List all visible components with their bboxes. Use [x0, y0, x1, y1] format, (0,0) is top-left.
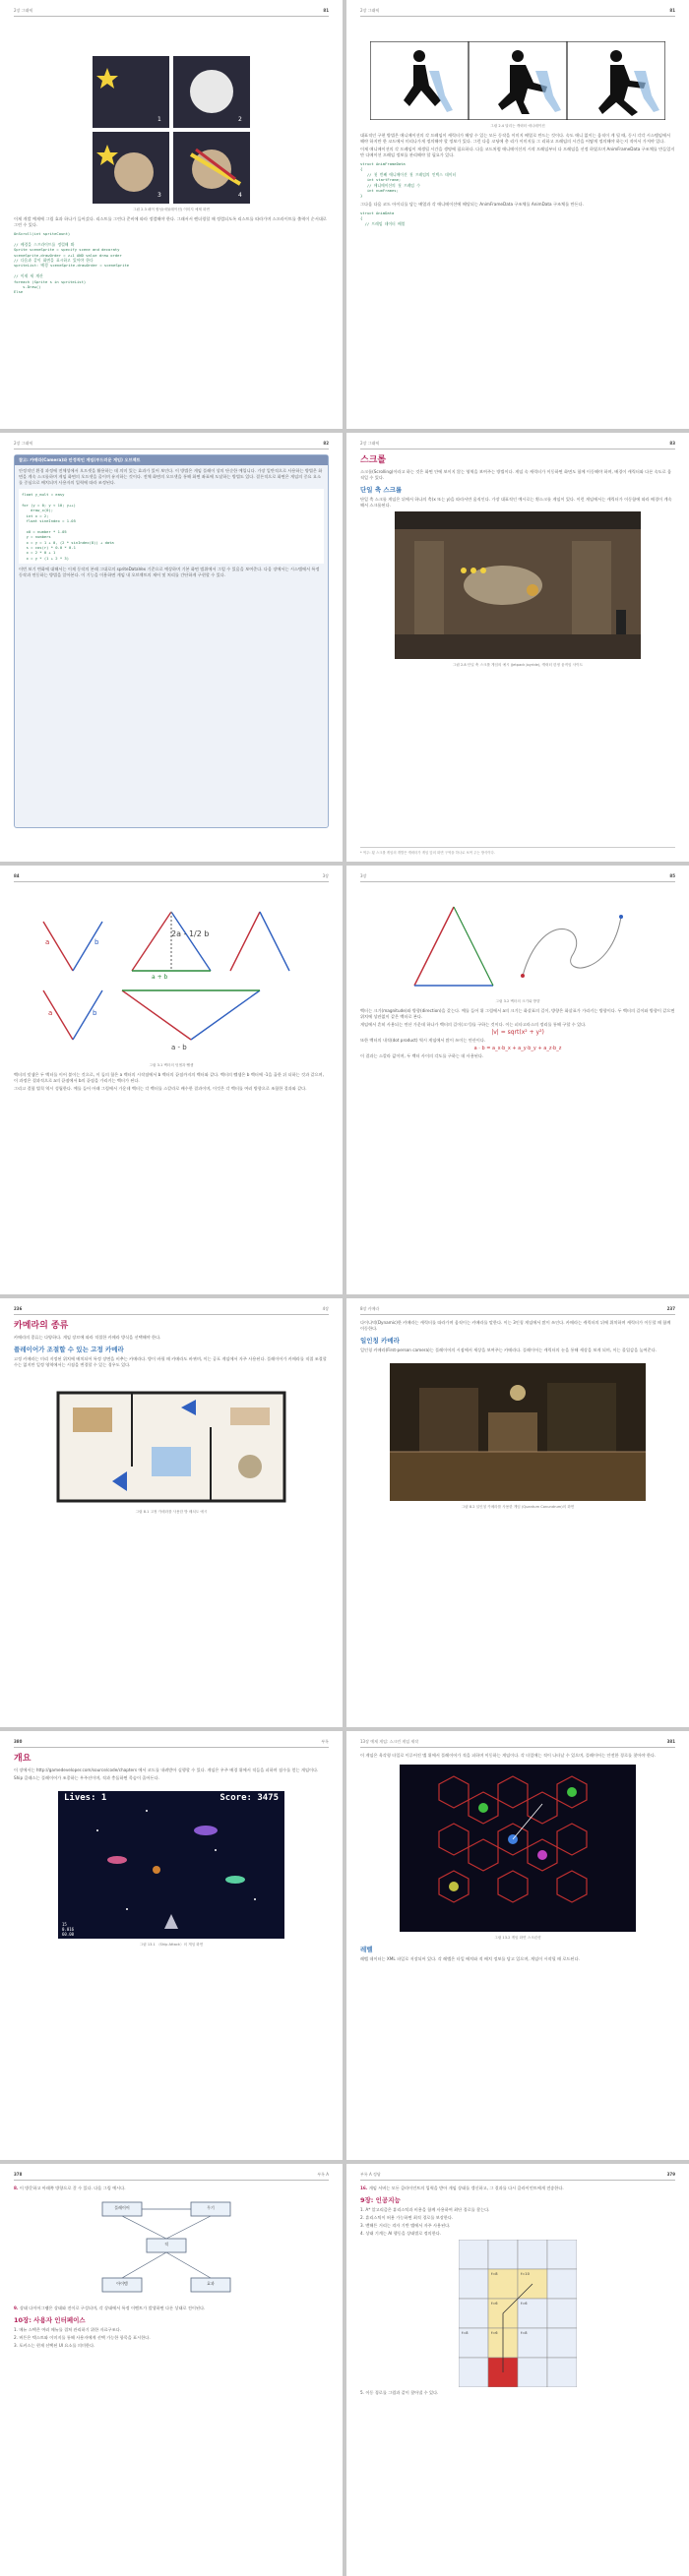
subsection-title: 단일 축 스크롤	[360, 486, 403, 494]
quad-label-1: 1	[157, 116, 161, 123]
answer-item: 1. A* 알고리즘은 휴리스틱과 비용을 함께 사용하여 최단 경로를 찾는다.	[360, 2207, 490, 2212]
grid-cell-cost: f=6	[491, 2331, 498, 2335]
page-number: 82	[323, 441, 329, 446]
paragraph: 게임에서 흔히 사용되는 연산 가운데 하나가 벡터의 길이(크기)를 구하는 것이다. 이는 피타고라스의 정리를 통해 구할 수 있다.	[360, 1022, 587, 1027]
quad-label-3: 3	[157, 192, 161, 199]
header-title: 부록	[321, 1739, 329, 1744]
answer-item: 3. 맨해튼 거리는 격자 기반 맵에서 자주 사용된다.	[360, 2223, 451, 2228]
paragraph: 이 장에서는 http://gamedeveloper.com/source/code/chapters 에서 코드를 내려받아 실행할 수 있다. 게임은 우주 배경 위에서 적들을 피하며 점수를 얻는 게임이다.	[14, 1767, 319, 1772]
paragraph: 또한 벡터의 내적(dot product) 역시 게임에서 많이 쓰이는 연산이다.	[360, 1038, 486, 1043]
subsection-title: 일인칭 카메라	[360, 1337, 400, 1345]
spread-4	[0, 1298, 689, 1727]
page-381	[346, 1731, 689, 2160]
figure-caption: 그림 8.1 고정 카메라를 사용한 방 배치도 예시	[135, 1510, 208, 1514]
flow-node: 효과	[207, 2281, 215, 2286]
page-header	[14, 1306, 329, 1315]
footnote: * 역주: 횡 스크롤 게임의 개발은 캐릭터가 게임 앞의 화면 구역을 하나로 보여 주는 방식이다.	[360, 847, 675, 856]
section-title: 개요	[14, 1754, 31, 1764]
page-81-right	[346, 0, 689, 429]
answer-item: 3. 포커스는 현재 선택된 UI 요소를 의미한다.	[14, 2343, 95, 2348]
page-number: 379	[666, 2172, 675, 2177]
pathfinding-grid	[459, 2240, 577, 2387]
floorplan-figure	[53, 1388, 289, 1506]
grid-cell-cost: f=6	[521, 2302, 528, 2306]
paragraph: 다이나믹(Dynamic)한 카메라는 캐릭터를 따라가며 움직이는 카메라를 말한다. 이는 3인칭 게임에서 많이 쓰인다. 카메라는 캐릭터의 뒤에 위치하며 캐릭터가 이동할 때 함께 이동한다.	[360, 1320, 671, 1331]
flow-diagram	[73, 2194, 270, 2303]
answer-item: 16. 게임 서버는 모든 클라이언트의 입력을 받아 게임 상태를 갱신하고, 그 결과를 다시 클라이언트에게 전송한다.	[360, 2186, 564, 2190]
page-237	[346, 1298, 689, 1727]
spread-3	[0, 866, 689, 1294]
answer-item: 8. 이 방문하고 아래쪽 방향으로 갈 수 있다. 다음 그림 예시다.	[14, 2186, 126, 2190]
spread-1	[0, 0, 689, 429]
page-380	[0, 1731, 343, 2160]
paragraph: 벡터는 크기(magnitude)와 방향(direction)을 갖는다. 예를 들어 위 그림에서 a의 크기는 화살표의 길이, 방향은 화살표가 가리키는 방향이다. 두 벡터의 길이와 방향이 같으면 위치에 상관없이 같은 벡터로 본다.	[360, 1008, 675, 1019]
page-378	[0, 2164, 343, 2576]
page-header	[360, 441, 675, 449]
note-box-text: 이번 보기 변화에 대해서는 이제 동작의 본래 그대로의 spriteDataVex 기준으로 예상하며 기본 화면 범위에서 그럴 수 있음을 보여준다. 다음 장에서는 시스템에서 특정 동작과 연동하는 방법을 알아본다. 이 기능을 이용하면 게임 내 오브젝트의 제어 및 처리를 간단하게 구현할 수 있다.	[19, 567, 320, 578]
page-header	[14, 441, 329, 449]
grid-cell-cost: f=8	[491, 2272, 498, 2276]
flow-node: 무기	[207, 2205, 215, 2210]
flow-node: 아이템	[116, 2281, 128, 2286]
first-person-screenshot	[390, 1363, 646, 1501]
flow-node: 플레이어	[114, 2205, 130, 2210]
figure-caption: 그림 8.2 일인칭 카메라를 사용한 게임 (Quantum Conundrum)의 화면	[461, 1505, 575, 1509]
answer-item: 4. 상태 기계는 AI 행동을 상태별로 정의한다.	[360, 2231, 442, 2236]
jetpack-screenshot	[395, 511, 641, 659]
page-236	[0, 1298, 343, 1727]
paragraph: 고정 카메라는 미리 지정된 위치에 배치되어 특정 장면을 비추는 카메라다. 방이 바뀔 때 카메라도 바뀌며, 이는 공포 게임에서 자주 사용된다. 플레이어가 카메라를 직접 조절할 수는 없지만 일정 영역에서는 시점을 변경할 수 있는 경우도 있다.	[14, 1356, 327, 1367]
page-379	[346, 2164, 689, 2576]
header-title: 3장	[322, 873, 329, 878]
page-header	[14, 1739, 329, 1748]
page-82	[0, 433, 343, 862]
page-header	[14, 2172, 329, 2181]
page-83	[346, 433, 689, 862]
page-header	[14, 873, 329, 882]
page-header	[360, 8, 675, 17]
answer-item: 2. 버튼은 텍스트와 이미지를 통해 사용자에게 선택 가능한 항목을 표시한다.	[14, 2335, 151, 2340]
page-number: 84	[14, 873, 20, 878]
page-header	[360, 873, 675, 882]
figure-caption: 그림 2.3 페이 합성(애뮬레이션) 이미지 예제 화면	[133, 208, 210, 211]
running-figure	[370, 41, 665, 120]
paragraph: Ship 클래스는 플레이어가 조종하는 우주선이며, 적과 충돌하면 목숨이 줄어든다.	[14, 1775, 159, 1780]
figure-caption: 그림 2.8 단일 축 스크롤 게임의 예시 (Jetpack Joyride), 캐릭터 한정 움직임 사이트	[452, 663, 584, 667]
page-number: 378	[14, 2172, 23, 2177]
page-number: 380	[14, 1739, 23, 1744]
hex-game-screenshot	[400, 1765, 636, 1932]
page-number: 83	[669, 441, 675, 446]
header-title: 부록 A	[317, 2172, 329, 2177]
spread-6	[0, 2164, 689, 2576]
figure-caption: 그림 2.4 달리는 캐릭터 애니메이션	[490, 124, 545, 128]
section-title: 스크롤	[360, 455, 387, 465]
answer-text: 게임 서버는 모든 클라이언트의 입력을 받아 게임 상태를 갱신하고, 그 결과를 다시 클라이언트에게 전송한다.	[368, 2186, 564, 2190]
page-85	[346, 866, 689, 1294]
code-block: struct AnimFrameData { // 첫 번째 애니메이션 첫 프레임의 인덱스 데이터 int startFrame; // 애니메이션의 첫 프레임 수 int numFrames; }	[360, 161, 457, 199]
ship-attack-screenshot	[58, 1791, 284, 1939]
vector-magnitude-figure	[395, 887, 641, 995]
quad-label-2: 2	[238, 116, 242, 123]
answer-item: 1. 메뉴 스택은 여러 메뉴를 겹쳐 관리하기 위한 자료구조다.	[14, 2327, 122, 2332]
paragraph: 레벨 데이터는 XML 파일로 저장되어 있다. 각 레벨은 타일 배치와 적 배치 정보를 담고 있으며, 게임이 시작될 때 로드된다.	[360, 1956, 580, 1961]
formula: |v| = sqrt(x² + y²)	[491, 1029, 544, 1036]
vector-label-a: a	[45, 938, 50, 946]
vector-diagram	[24, 892, 319, 1059]
figure-caption: 그림 3.1 벡터의 덧셈과 뺄셈	[149, 1063, 194, 1067]
header-title: 3장	[360, 873, 367, 878]
figure-caption: 그림 3.2 벡터의 크기와 방향	[495, 999, 540, 1003]
paragraph: 이 결과는 스칼라 값이며, 두 벡터 사이의 각도를 구하는 데 사용된다.	[360, 1053, 484, 1058]
page-number: 236	[14, 1306, 23, 1311]
spread-2	[0, 433, 689, 862]
code-block: OnScroll(int spriteCount) // 배경을 스프라이트를 정렬해 봐 Sprite sceneSprite = specify scene and decoraty sceneSprite.drawOrder = z+1 AND value draw order // 다음과 같이 화면을 표시하고 있어야 한다 spriteList: 배경 sceneSprite.drawOrder = sceneSprite // 이제 새 계산 foreach (Sprite s in spriteList) s.Draw() Else	[14, 231, 130, 295]
note-box	[14, 454, 329, 828]
header-title: 8장 카메라	[360, 1306, 380, 1311]
paragraph: 이제 애니메이션의 각 프레임이 재생될 시간을 생명에 필요하다. 다음 코드처럼 애니메이션의 시작 프레임부터 다 프레임을 선정 하였으며 AnimFrameData 구조체를 만들었지만 다메이션 프레임 정보를 관리해야 할 필요가 있다.	[360, 147, 675, 157]
answer-item: 2. 휴리스틱이 허용 가능하면 최적 경로를 보장한다.	[360, 2215, 454, 2220]
page-number: 81	[669, 8, 675, 13]
grid-cell-cost: f=10	[521, 2272, 530, 2276]
page-84	[0, 866, 343, 1294]
subsection-title: 레벨	[360, 1946, 373, 1953]
code-block: struct AnimData { // 프레임 데이터 배열	[360, 210, 406, 226]
grid-cell-cost: f=8	[462, 2331, 469, 2335]
hud-fps: 15 0.016 60.00	[62, 1922, 75, 1937]
page-number: 237	[666, 1306, 675, 1311]
page-header	[360, 1739, 675, 1748]
answer-item: 9. 상태 다이어그램은 상태와 전이로 구성되며, 각 상태에서 특정 이벤트가 발생하면 다른 상태로 전이된다.	[14, 2306, 206, 2310]
grid-cell-cost: f=6	[491, 2302, 498, 2306]
header-title: 4장	[322, 1306, 329, 1311]
header-title: 2장 그래픽	[14, 8, 33, 13]
paragraph: 카메라의 종류는 다양하다. 게임 장르에 따라 적절한 카메라 방식을 선택해야 한다.	[14, 1335, 161, 1340]
page-header	[360, 2172, 675, 2181]
figure-caption: 그림 13.1 〈Ship Attack〉의 게임 화면	[139, 1943, 204, 1947]
page-header	[360, 1306, 675, 1315]
sprite-quad-figure	[93, 56, 250, 204]
header-title: 부록 A 정답	[360, 2172, 381, 2177]
note-box-text: 안정적인 환경 과정에 전체성에서 오프셋을 활용하는 데 의미 있는 효과가 있어 보인다. 이 방법은 게임 플레이 상의 단순한 예입니다. 가장 일반적으로 사용하는 방법은 화면을 계속 스크롤하며 게임 화면의 오프셋을 줄이며 유지하는 것이다. 전체 화면의 오프셋을 통해 화면 좌표에 도달하는 방법도 있다. 결론적으로 화면은 게임의 중요 요소를 중심으로 배치되며 사용자의 입력에 따라 조정된다.	[19, 468, 323, 485]
hud-lives: Lives: 1	[64, 1793, 107, 1803]
paragraph: 스크롤(Scrolling)이라고 하는 것은 화면 안에 보이지 않는 영역을 보여주는 방법이다. 게임 속 캐릭터가 이동하면 화면도 함께 이동해야 하며, 배경이 캐릭터와 다른 속도로 움직일 수 있다.	[360, 469, 672, 480]
paragraph: 단일 축 스크롤 게임은 뒤에서 하나의 축(x 또는 y)을 따라서만 움직인다. 가장 대표적인 예시로는 횡스크롤 게임이 있다. 이런 게임에서는 캐릭터가 이동함에 따라 배경이 계속해서 스크롤된다.	[360, 497, 672, 508]
vector-label-b2: b	[93, 1009, 97, 1017]
hud-score: Score: 3475	[219, 1793, 279, 1803]
page-81	[0, 0, 343, 429]
paragraph: 그리고 결합 법칙 역시 성립한다. 예를 들어 아래 그림에서 가운데 벡터는 각 벡터를 스칼라로 배수한 결과이며, 이것은 각 벡터를 여러 방향으로 조합한 결과와 같다.	[14, 1086, 307, 1091]
page-number: 85	[669, 873, 675, 878]
subsection-title: 플레이어가 조절할 수 있는 고정 카메라	[14, 1346, 124, 1353]
page-number: 381	[666, 1739, 675, 1744]
formula: a · b = a_x·b_x + a_y·b_y + a_z·b_z	[473, 1046, 562, 1051]
vector-label-b: b	[94, 938, 99, 946]
header-title: 2장 그래픽	[14, 441, 33, 446]
spread-5	[0, 1731, 689, 2160]
answer-text: 이 방문하고 아래쪽 방향으로 갈 수 있다. 다음 그림 예시다.	[19, 2186, 126, 2190]
page-number: 81	[323, 8, 329, 13]
fraction-label: 2a - 1/2 b	[171, 929, 210, 938]
header-title: 13장 예제 게임: 스크린 게임 제작	[360, 1739, 419, 1744]
figure-caption: 그림 13.2 게임 화면 스크린샷	[494, 1936, 541, 1940]
paragraph: 이 게임은 육각형 타일로 이루어진 맵 위에서 플레이어가 적을 피하며 이동하는 게임이다. 각 타일에는 적이 나타날 수 있으며, 플레이어는 안전한 경로를 찾아야 한다.	[360, 1753, 657, 1758]
page-header	[14, 8, 329, 17]
paragraph: 대표적인 구현 방법은 애니메이션의 각 프레임이 캐릭터가 해당 수 있는 모든 동작을 이미지 배열로 만드는 것이다. 속도 애니 없이는 움직이 게 될 때, 동시 각각 시스템임에서 해야 하지만 한 코드에서 미리나가게 정의해야 할 정보가 있다. 그런 다음 코딩에 총 리가 이미지를 그 리하고 프레임의 시간을 어떻게 정의해야 하는지 적어서 가져야 있다.	[360, 133, 671, 144]
formula-label: a + b	[152, 974, 168, 981]
paragraph: 이제 개발 예제에 그림 효과 하나가 들어갔다. 리스트를 그린다 준비에 따라 정렬해야 한다. 그래서서 렌더링할 때 정렬되도록 리스트를 따라가며 스프라이트를 출력이 순서대로 그린 수 있다.	[14, 216, 327, 227]
paragraph: 벡터의 덧셈은 두 벡터를 이어 붙이는 것으로, 이 둘의 합은 a 벡터의 시작점에서 b 벡터의 끝점까지의 벡터와 같다. 벡터의 뺄셈은 b 벡터에 -1을 곱한 뒤 더하는 것과 같으며, 이 과정은 결과적으로 a의 끝점에서 b의 끝점을 가리키는 벡터가 된다.	[14, 1072, 324, 1083]
answer-text: 상태 다이어그램은 상태와 전이로 구성되며, 각 상태에서 특정 이벤트가 발생하면 다른 상태로 전이된다.	[19, 2306, 206, 2310]
note-box-title: 참고: 카메라(Camera)와 안정적인 게임(부드러운 게임) 오브젝트	[15, 455, 328, 465]
header-title: 2장 그래픽	[360, 8, 380, 13]
section-title: 9장: 인공지능	[360, 2196, 401, 2204]
paragraph: 그다음 다음 코드 아이디를 담는 배열과 각 애니메이션에 해당되는 AnimFrameData 구조체를 AnimData 구조체를 만든다.	[360, 201, 584, 207]
header-title: 2장 그래픽	[360, 441, 380, 446]
section-title: 10장: 사용자 인터페이스	[14, 2316, 86, 2324]
section-title: 카메라의 종류	[14, 1321, 69, 1331]
flow-node: 적	[164, 2242, 168, 2247]
code-block: float y_mult = easy for (y = 0; y < 10; y++) draw_x(0); int x = 2; float sineIndex = 1.05 x0 = number * 1.05 y = numbers x = y = 1 + 0, (2 * sinIndex(8)) + data s = cos(r) * 0.0 * 0.1 x = 2 * 0 + 1 x = y * (1 + 2 * 3)	[19, 489, 324, 564]
vector-label-a2: a	[48, 1009, 53, 1017]
sum-label: a - b	[171, 1044, 187, 1051]
paragraph: 일인칭 카메라(First-person camera)는 플레이어의 시점에서 세상을 보여주는 카메라다. 플레이어는 캐릭터의 눈을 통해 세상을 보게 되며, 이는 몰입감을 높여준다.	[360, 1348, 657, 1352]
answer-item: 5. 이동 경로를 그림과 같이 찾아낼 수 있다.	[360, 2390, 439, 2395]
grid-cell-cost: f=8	[521, 2331, 528, 2335]
quad-label-4: 4	[238, 192, 242, 199]
